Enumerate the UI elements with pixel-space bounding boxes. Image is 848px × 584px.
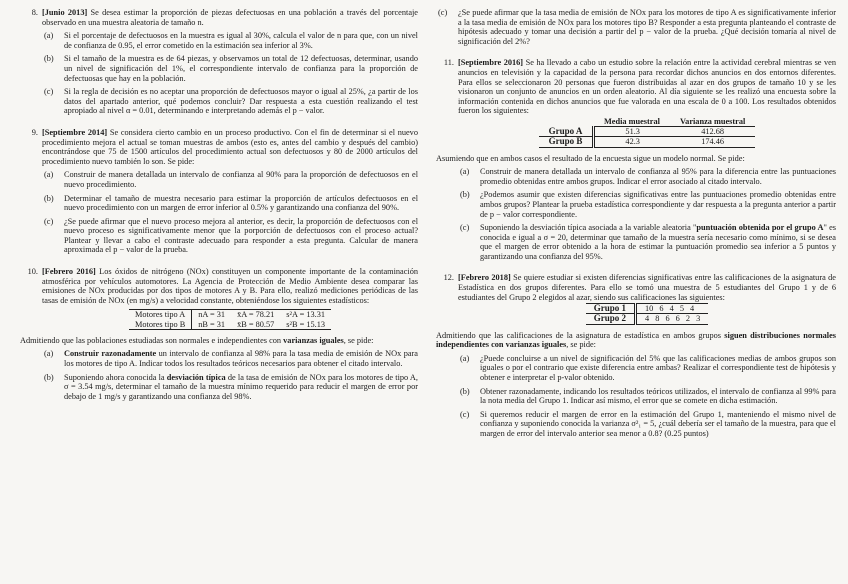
problem-statement: [Febrero 2018] Se quiere estudiar si existen diferencias significativas entre las calificaciones de la asignatura de Estadística en dos grupos diferentes. Para ello se tomó una muestra de 5 estudiantes del Grupo 1 y de 6 estudiantes del Grupo 2 elegidos al azar, siendo sus calificaciones las siguientes: xyxy=(458,273,836,302)
table-row xyxy=(539,127,756,137)
table-header: Media muestral xyxy=(594,117,670,127)
table-cell: Motores tipo A xyxy=(129,310,192,320)
table-cell: 4 8 6 6 2 3 xyxy=(635,314,708,324)
list-item: (b) ¿Podemos asumir que existen diferencias significativas entre las puntuaciones promedio obtenidas entre ambos grupos? Plantear la prueba estadística correspondiente y dar respuesta a la pregunta anterior a partir de p − valor correspondiente. xyxy=(460,190,836,219)
item-list xyxy=(42,349,418,401)
table-row xyxy=(129,310,331,320)
results-table xyxy=(539,117,756,148)
right-column xyxy=(436,8,836,443)
item-list xyxy=(458,167,836,261)
exam-tag: [Febrero 2016] xyxy=(42,267,96,277)
table-cell: Grupo 2 xyxy=(586,314,636,324)
table-cell: 42.3 xyxy=(594,137,670,147)
list-item: (b) Obtener razonadamente, indicando los resultados teóricos utilizados, el intervalo de confianza al 99% para la nota media del Grupo 1. Indicar así mismo, el error que se comete en dicha estimación. xyxy=(460,386,836,406)
problem-number: 9. xyxy=(31,127,38,137)
table-cell: 51.3 xyxy=(594,127,670,137)
list-item: (a) Construir de manera detallada un intervalo de confianza al 95% para la diferencia entre las puntuaciones promedio obtenidas entre ambos grupos. Indicar el error asociado al citado intervalo. xyxy=(460,167,836,186)
statistics-table xyxy=(129,309,331,329)
list-item: (c) Si la regla de decisión es no aceptar una proporción de defectuosos mayor o igual al 25%, ¿a partir de los datos del apartado anterior, qué podemos concluir? Dar respuesta a esta cuestión realizando el test apropiado al nivel α = 0.01, determinando e interpretando además el p − valor. xyxy=(44,87,418,116)
table-cell: s²B = 15.13 xyxy=(280,320,331,330)
list-item: (b) Suponiendo ahora conocida la desviación típica de la tasa de emisión de NOx para los motores de tipo A, σ = 3.54 mg/s, determinar el tamaño de la muestra mínimo requerido para reducir el margen de error por debajo de 1 mg/s y garantizando una confianza del 98%. xyxy=(44,372,418,401)
table-cell: Grupo A xyxy=(539,127,594,137)
list-item: (c) Si queremos reducir el margen de error en la estimación del Grupo 1, manteniendo el mismo nivel de confianza y suponiendo conocida la varianza σ²₁ = 5, ¿cuál debería ser el tamaño de la muestra, para que el margen de error del intervalo anterior sea menor a 0.8? (0.25 puntos) xyxy=(460,409,836,439)
table-cell: 174.46 xyxy=(670,137,755,147)
list-item: (c) ¿Se puede afirmar que la tasa media de emisión de NOx para los motores de tipo A es significativamente inferior a la tasa media de emisión de NOx para los motores tipo B? Responder a esta pregunta planteando el contraste de hipótesis adecuado y tomar una decisión a partir del p − valor de la prueba. ¿Qué decisión tomaría al nivel de significación del 2%? xyxy=(438,8,836,46)
problem-9 xyxy=(20,128,418,255)
problem-number: 12. xyxy=(443,273,454,283)
assumption-text: Asumiendo que en ambos casos el resultado de la encuesta sigue un modelo normal. Se pide: xyxy=(436,153,745,163)
problem-10 xyxy=(20,267,418,401)
table-row xyxy=(539,137,756,147)
table-cell: 412.68 xyxy=(670,127,755,137)
table-cell: 10 6 4 5 4 xyxy=(635,304,708,314)
left-column xyxy=(20,8,418,405)
table-header: Varianza muestral xyxy=(670,117,755,127)
table-row xyxy=(586,304,709,314)
table-cell: s²A = 13.31 xyxy=(280,310,331,320)
table-cell: Grupo B xyxy=(539,137,594,147)
item-list xyxy=(42,31,418,116)
table-cell: nB = 31 xyxy=(192,320,231,330)
list-item: (c) ¿Se puede afirmar que el nuevo proceso mejora al anterior, es decir, la proporción de defectuosos con el nuevo proceso es significativamente menor que la porporción de defectuosos con el proceso actual? Plantear y llevar a cabo el contraste adecuado para responder a esta pregunta. Calcular de manera aproximada el p − valor de la prueba. xyxy=(44,216,418,255)
problem-statement: [Junio 2013] Se desea estimar la proporción de piezas defectuosas en una población a través del porcentaje observado en una muestra aleatoria de tamaño n. xyxy=(42,8,418,27)
problem-11 xyxy=(436,58,836,261)
table-row xyxy=(129,320,331,330)
problem-8 xyxy=(20,8,418,116)
problem-number: 11. xyxy=(443,58,454,68)
problem-10-continued xyxy=(436,8,836,46)
table-cell: x̄B = 80.57 xyxy=(231,320,280,330)
list-item: (b) Determinar el tamaño de muestra necesario para estimar la proporción de artículos defectuosos en el nuevo procedimiento con un margen de error inferior al 0.5% y garantizando una confianza del 90%. xyxy=(44,193,418,213)
table-cell: nA = 31 xyxy=(192,310,231,320)
list-item: (c) Suponiendo la desviación típica asociada a la variable aleatoria "puntuación obtenida por el grupo A" es conocida e igual a σ = 20, determinar que tamaño de la muestra sería necesario como mínimo, si se desea que el margen de error obtenido a la hora de estimar la puntuación promedio sea inferior a 5 puntos y garantizando una confianza del 95%. xyxy=(460,223,836,261)
problem-number: 10. xyxy=(27,267,38,277)
problem-statement: [Febrero 2016] Los óxidos de nitrógeno (NOx) constituyen un componente importante de la contaminación atmosférica por vehículos automotores. La Agencia de Protección de Medio Ambiente desea comparar las emisiones de NOx producidas por dos tipos de motores A y B. Para ello, realizó mediciones periódicas de las tasas de emisión de NOx (en mg/s) a velocidad constante, obteniéndose los siguientes estadísticos: xyxy=(42,267,418,305)
list-item: (a) ¿Puede concluirse a un nivel de significación del 5% que las calificaciones medias de ambos grupos son iguales o por el contrario que existe diferencia entre ambas? Realizar el correspondiente test de hipótesis y obtener e interpretar el p-valor obtenido. xyxy=(460,353,836,383)
exam-tag: [Septiembre 2014] xyxy=(42,127,108,137)
table-row xyxy=(586,314,709,324)
problem-statement: [Septiembre 2016] Se ha llevado a cabo un estudio sobre la relación entre la actividad cerebral mientras se ven anuncios en televisión y la capacidad de la persona para recordar dichos anuncios en dos entornos diferentes. Para ellos se seleccionaron 20 personas que fueron distribuidas al azar en dos grupos de tamaño 10 y se les visionaron un conjunto de anuncios en un orden aleatorio. Al día siguiente se les realizó una encuesta sobre la información contenida en dichos anuncios que fue valorada en una escala de 0 a 100. Los resultados obtenidos fueron los siguientes: xyxy=(458,58,836,116)
list-item: (a) Construir razonadamente un intervalo de confianza al 98% para la tasa media de emisión de NOx para los motores de tipo A. Indicar todos los resultados teóricos necesarios para obtener el citado intervalo. xyxy=(44,349,418,369)
problem-12 xyxy=(436,273,836,438)
exam-tag: [Septiembre 2016] xyxy=(458,58,524,68)
item-list xyxy=(42,170,418,255)
table-cell: Motores tipo B xyxy=(129,320,192,330)
exam-tag: [Febrero 2018] xyxy=(458,273,511,283)
grades-table xyxy=(586,303,709,324)
assumption-text: Admitiendo que las calificaciones de la asignatura de estadística en ambos grupos siguen distribuciones normales independientes con varianzas iguales, se pide: xyxy=(436,330,836,350)
list-item: (a) Si el porcentaje de defectuosos en la muestra es igual al 30%, calcula el valor de n para que, con un nivel de confianza de 0.95, el error cometido en la estimación sea inferior al 3%. xyxy=(44,31,418,50)
problem-statement: [Septiembre 2014] Se considera cierto cambio en un proceso productivo. Con el fin de determinar si el nuevo procedimiento mejora el actual se toman muestras de ambos (esto es, antes del cambio y después del cambio) encontrándose que 75 de 1500 artículos del procedimiento actual son defectuosos y 80 de 2000 artículos del procedimiento nuevo también lo son. Se pide: xyxy=(42,127,418,166)
item-list xyxy=(458,354,836,439)
assumption-text: Admitiendo que las poblaciones estudiadas son normales e independientes con varianzas iguales, se pide: xyxy=(20,335,374,345)
list-item: (a) Construir de manera detallada un intervalo de confianza al 90% para la proporción de defectuosos en el nuevo procedimiento. xyxy=(44,170,418,189)
table-cell: x̄A = 78.21 xyxy=(231,310,280,320)
problem-number: 8. xyxy=(31,8,38,17)
exam-tag: [Junio 2013] xyxy=(42,8,88,17)
table-cell: Grupo 1 xyxy=(586,304,636,314)
list-item: (b) Si el tamaño de la muestra es de 64 piezas, y observamos un total de 12 defectuosas, determinar, usando un nivel de significación del 1%, el correspondiente intervalo de confianza para la proporción de defectuosas que hay en la población. xyxy=(44,54,418,83)
